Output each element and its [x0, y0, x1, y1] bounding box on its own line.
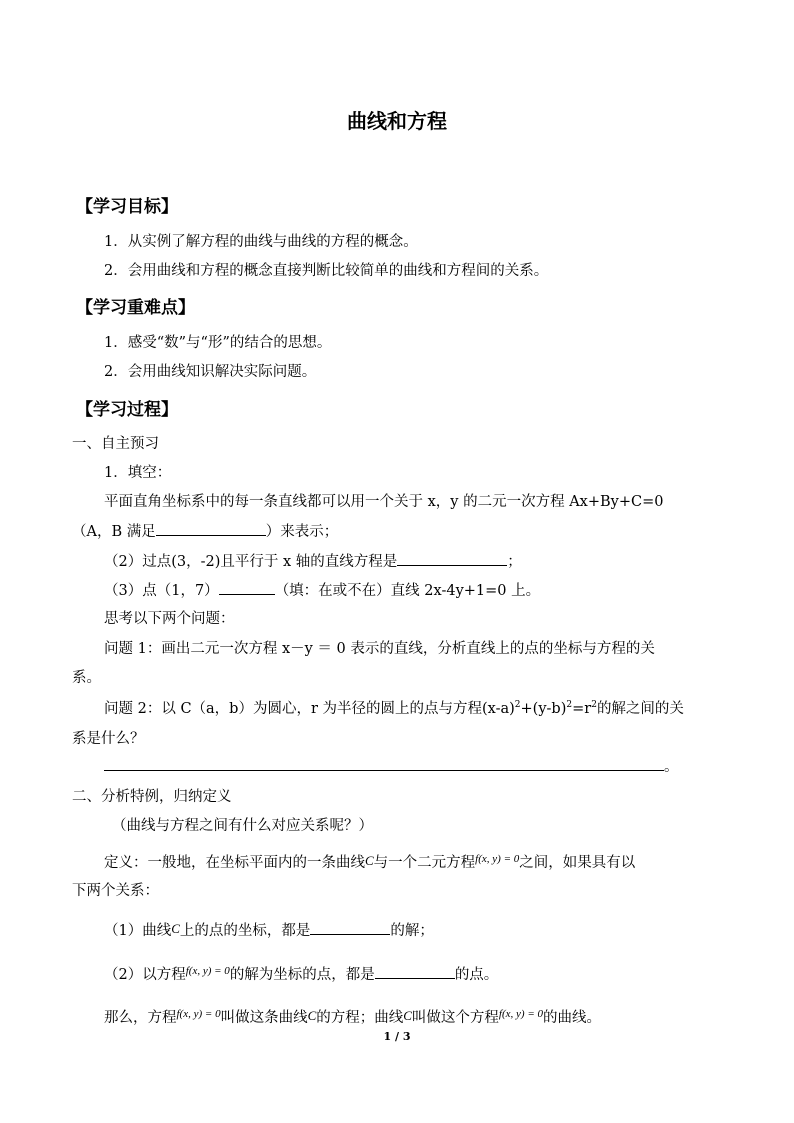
- conclusion: [104, 1004, 601, 1028]
- fill-item-2-post: ；: [507, 554, 522, 570]
- part2-heading: 二、分析特例，归纳定义: [72, 789, 232, 805]
- fill-line-2: [72, 521, 338, 542]
- relation-1: [104, 919, 434, 941]
- equation-symbol: f(x, y) = 0: [185, 965, 230, 977]
- rel2-mid: 的解为坐标的点，都是: [229, 967, 375, 983]
- keypoints-heading: 【学习重难点】: [76, 298, 195, 318]
- q2-sup-2: 2: [566, 700, 573, 710]
- blank-line-equation[interactable]: [397, 551, 507, 566]
- keypoint-item-2: 2．会用曲线知识解决实际问题。: [104, 364, 317, 380]
- blank-ab-condition[interactable]: [156, 521, 266, 536]
- answer-line[interactable]: [104, 770, 664, 771]
- blank-point-on-line[interactable]: [219, 580, 275, 595]
- rel1-mid: 上的点的坐标，都是: [179, 923, 311, 939]
- goal-item-2: 2．会用曲线和方程的概念直接判断比较简单的曲线和方程间的关系。: [104, 263, 549, 279]
- q2-mid-1: +(y-b): [520, 701, 567, 717]
- concl-b: 叫做这条曲线: [220, 1010, 308, 1026]
- fill-line-2-pre: （A，B 满足: [72, 524, 156, 540]
- relation-2: [104, 961, 498, 985]
- fill-item-2-pre: （2）过点(3，-2)且平行于 x 轴的直线方程是: [104, 554, 398, 570]
- fill-item-3: [104, 580, 540, 601]
- think-label: 思考以下两个问题：: [104, 611, 235, 627]
- curve-c-symbol: C: [307, 1008, 317, 1023]
- q2-pre: 问题 2：以 C（a，b）为圆心，r 为半径的圆上的点与方程(x-a): [104, 701, 515, 717]
- process-heading: 【学习过程】: [76, 400, 178, 420]
- equation-symbol: f(x, y) = 0: [475, 853, 520, 865]
- q2-sup-3: 2: [591, 700, 597, 710]
- goals-heading: 【学习目标】: [76, 197, 178, 217]
- fill-item-3-pre: （3）点（1，7）: [104, 583, 219, 599]
- definition-line-2: 下两个关系：: [72, 883, 159, 899]
- curve-c-symbol: C: [365, 853, 374, 868]
- question-2-line-2: 系是什么？: [72, 731, 145, 747]
- q2-mid-2: =r: [572, 701, 592, 717]
- concl-d: 叫做这个方程: [411, 1010, 499, 1026]
- goal-item-1: 1．从实例了解方程的曲线与曲线的方程的概念。: [104, 234, 418, 250]
- curve-c-symbol: C: [171, 921, 180, 936]
- concl-e: 的曲线。: [543, 1010, 601, 1026]
- blank-relation-2[interactable]: [375, 964, 455, 979]
- blank-relation-1[interactable]: [310, 920, 390, 935]
- question-1-line-2: 系。: [72, 670, 101, 686]
- answer-line-period: 。: [664, 759, 679, 775]
- equation-symbol: f(x, y) = 0: [176, 1008, 221, 1020]
- concl-a: 那么，方程: [104, 1010, 177, 1026]
- fill-item-3-post: （填：在或不在）直线 2x-4y+1=0 上。: [274, 583, 541, 599]
- concl-c: 的方程；曲线: [316, 1010, 404, 1026]
- definition-line-1: [104, 849, 635, 873]
- rel1-pre: （1）曲线: [104, 923, 172, 939]
- curve-c-symbol: C: [403, 1008, 412, 1023]
- question-1-line-1: 问题 1：画出二元一次方程 x－y ＝ 0 表示的直线，分析直线上的点的坐标与方程的关: [104, 641, 655, 657]
- def-pre: 定义：一般地，在坐标平面内的一条曲线: [104, 855, 365, 871]
- def-mid: 与一个二元方程: [373, 855, 476, 871]
- q2-post: 的解之间的关: [596, 701, 684, 717]
- page-number: 1 / 3: [383, 1030, 411, 1043]
- def-post: 之间，如果具有以: [519, 855, 636, 871]
- keypoint-item-1: 1．感受“数”与“形”的结合的思想。: [104, 335, 332, 351]
- question-2-line-1: [104, 699, 684, 719]
- fill-item-2: [104, 551, 522, 572]
- part2-question: （曲线与方程之间有什么对应关系呢？）: [112, 818, 373, 834]
- page-title: 曲线和方程: [347, 109, 447, 133]
- rel2-post: 的点。: [454, 967, 499, 983]
- q2-sup-1: 2: [514, 700, 521, 710]
- part1-heading: 一、自主预习: [72, 436, 159, 452]
- fill-line-2-post: ）来表示；: [265, 524, 339, 540]
- fill-label: 1．填空：: [104, 465, 172, 481]
- rel2-pre: （2）以方程: [104, 967, 186, 983]
- rel1-post: 的解；: [390, 923, 434, 939]
- fill-line-1: 平面直角坐标系中的每一条直线都可以用一个关于 x，y 的二元一次方程 Ax+By+C=0: [104, 494, 664, 510]
- equation-symbol: f(x, y) = 0: [498, 1008, 543, 1020]
